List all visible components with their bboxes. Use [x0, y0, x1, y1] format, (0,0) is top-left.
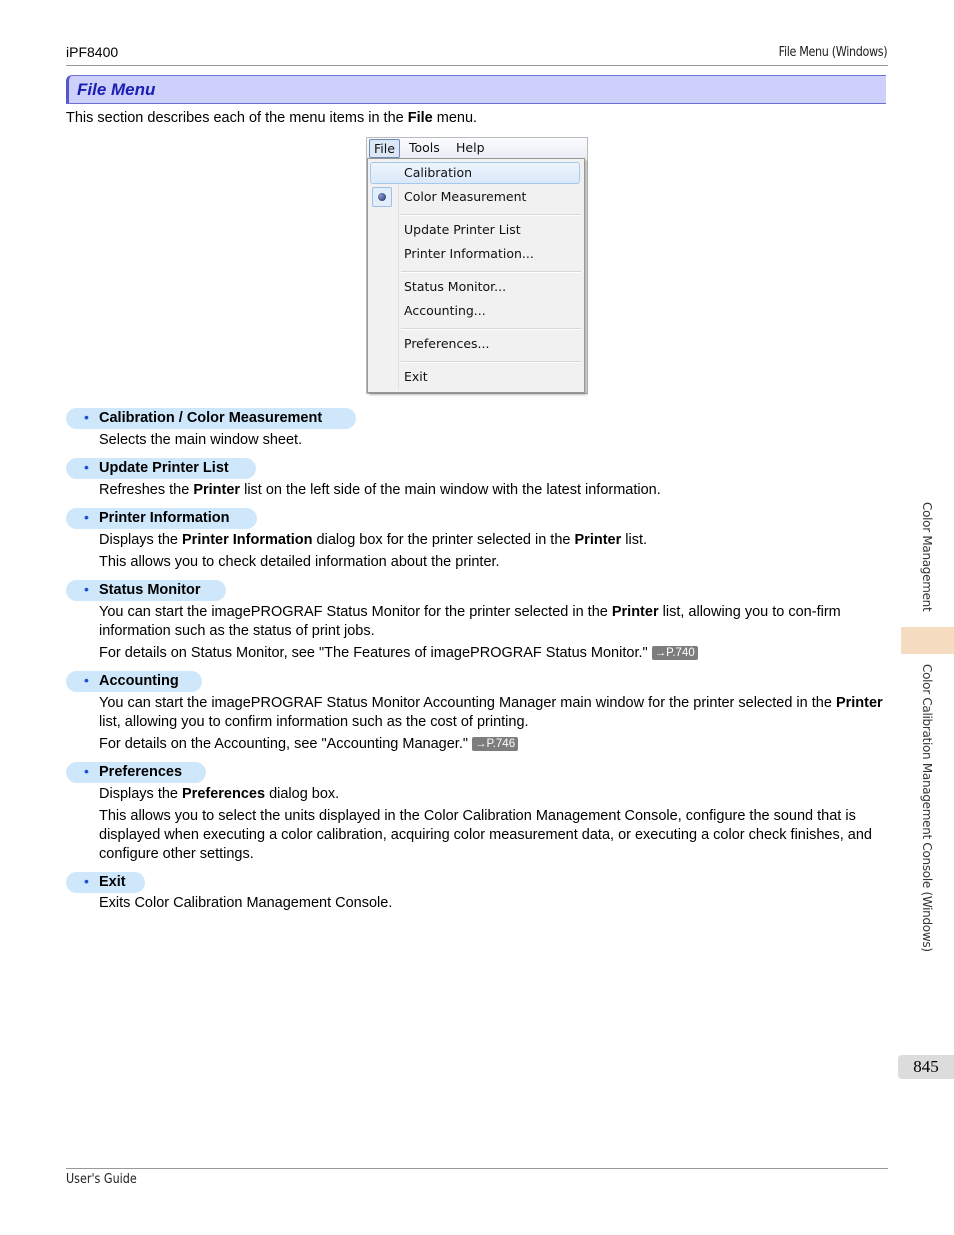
item-desc-exit: Exits Color Calibration Management Console.	[99, 895, 393, 911]
item-desc-printer-information-2: This allows you to check detailed information about the printer.	[99, 554, 500, 570]
file-menu-screenshot	[366, 137, 588, 394]
item-head-status-monitor	[66, 580, 226, 601]
item-desc-update-printer-list: Refreshes the Printer list on the left side of the main window with the latest information.	[99, 482, 661, 498]
section-title-bar	[66, 75, 886, 104]
side-tab-marker	[901, 627, 954, 654]
menu-separator	[401, 271, 581, 273]
item-label: Exit	[99, 874, 126, 890]
menubar-tools: Tools	[409, 140, 440, 155]
menu-item-calibration: Calibration	[404, 165, 473, 180]
bullet-icon: •	[84, 581, 89, 597]
menu-item-printer-information: Printer Information...	[404, 246, 534, 261]
item-head-accounting	[66, 671, 202, 692]
menu-item-status-monitor: Status Monitor...	[404, 279, 507, 294]
menu-item-accounting: Accounting...	[404, 303, 486, 318]
page-header-model: iPF8400	[66, 44, 119, 60]
bullet-icon: •	[84, 509, 89, 525]
item-head-update-printer-list	[66, 458, 256, 479]
side-chapter-label: Color Management	[920, 502, 934, 612]
item-label: Status Monitor	[99, 582, 201, 598]
menu-item-color-measurement: Color Measurement	[404, 189, 527, 204]
section-title: File Menu	[77, 80, 156, 99]
menu-separator	[401, 214, 581, 216]
bullet-icon: •	[84, 763, 89, 779]
menu-separator	[401, 328, 581, 330]
radio-indicator	[372, 187, 392, 207]
menu-item-preferences: Preferences...	[404, 336, 490, 351]
item-desc-status-monitor: You can start the imagePROGRAF Status Monitor for the printer selected in the Printer list, allowing you to con-firm information such as the status of print jobs.	[99, 604, 841, 639]
intro-text: This section describes each of the menu items in the File menu.	[66, 110, 478, 126]
item-label: Preferences	[99, 764, 183, 780]
menubar-help: Help	[456, 140, 485, 155]
footer-text: User's Guide	[66, 1172, 137, 1187]
item-desc-accounting-2: For details on the Accounting, see "Accounting Manager." →P.746	[99, 735, 889, 754]
page-reference-link[interactable]: →P.746	[472, 737, 518, 751]
bullet-icon: •	[84, 459, 89, 475]
menubar	[367, 138, 587, 158]
bullet-icon: •	[84, 873, 89, 889]
page-number: 845	[898, 1055, 954, 1079]
menu-separator	[401, 361, 581, 363]
side-section-label: Color Calibration Management Console (Windows)	[920, 664, 934, 952]
item-head-exit	[66, 872, 145, 893]
file-dropdown	[367, 158, 585, 393]
item-label: Printer Information	[99, 510, 230, 526]
item-desc-preferences: Displays the Preferences dialog box.	[99, 786, 340, 802]
page-reference-link[interactable]: →P.740	[652, 646, 698, 660]
header-divider	[66, 65, 888, 66]
menubar-file: File	[369, 139, 400, 158]
menu-item-update-printer-list: Update Printer List	[404, 222, 521, 237]
item-desc-accounting: You can start the imagePROGRAF Status Monitor Accounting Manager main window for the printer selected in the Printer list, allowing you to confirm information such as the cost of printing.	[99, 695, 883, 730]
item-head-calibration	[66, 408, 356, 429]
item-label: Accounting	[99, 673, 179, 689]
page-header-section: File Menu (Windows)	[778, 45, 887, 60]
item-head-preferences	[66, 762, 206, 783]
gutter	[398, 161, 399, 390]
footer-divider	[66, 1168, 888, 1169]
item-desc-printer-information: Displays the Printer Information dialog box for the printer selected in the Printer list.	[99, 532, 648, 548]
radio-dot-icon	[378, 193, 386, 201]
highlight	[370, 162, 580, 184]
item-desc-preferences-2: This allows you to select the units displayed in the Color Calibration Management Console, configure the sound that is displayed when executing a color calibration, acquiring color measurement data, or executing a color check finishes, and configure other settings.	[99, 808, 872, 862]
item-head-printer-information	[66, 508, 257, 529]
item-desc-calibration: Selects the main window sheet.	[99, 432, 303, 448]
menu-item-exit: Exit	[404, 369, 428, 384]
item-desc-status-monitor-2: For details on Status Monitor, see "The Features of imagePROGRAF Status Monitor." →P.740	[99, 644, 889, 663]
bullet-icon: •	[84, 672, 89, 688]
item-label: Update Printer List	[99, 460, 229, 476]
item-label: Calibration / Color Measurement	[99, 410, 323, 426]
bullet-icon: •	[84, 409, 89, 425]
